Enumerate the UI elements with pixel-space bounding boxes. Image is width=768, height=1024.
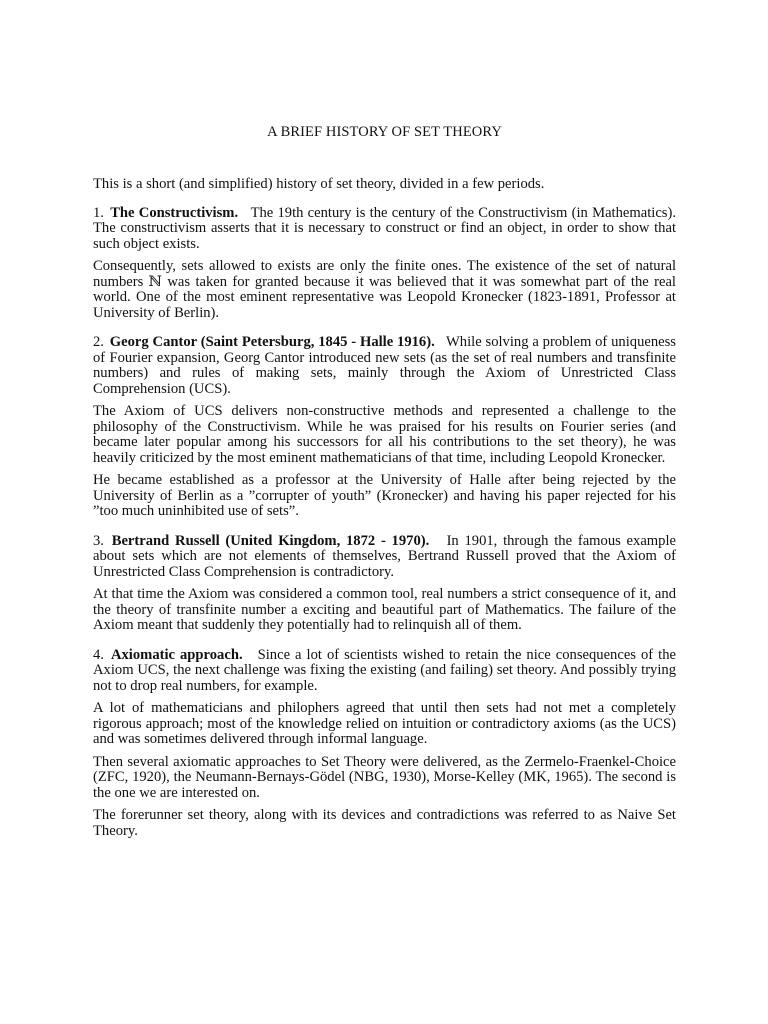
section-paragraph: At that time the Axiom was considered a common tool, real numbers a strict consequence of it, and the theory of transfinite number a exciting and beautiful part of Mathematics. The failure of the Axiom meant that suddenly they potentially had to relinquish all of them. bbox=[93, 586, 676, 633]
section-georg-cantor bbox=[93, 335, 676, 520]
section-paragraph: The forerunner set theory, along with its devices and contradictions was referred to as Naive Set Theory. bbox=[93, 807, 676, 839]
section-heading: Bertrand Russell (United Kingdom, 1872 - 1970). bbox=[111, 532, 430, 549]
section-heading: Axiomatic approach. bbox=[110, 646, 243, 663]
section-paragraph bbox=[93, 534, 676, 581]
section-paragraph: Then several axiomatic approaches to Set Theory were delivered, as the Zermelo-Fraenkel-Choice (ZFC, 1920), the Neumann-Bernays-Gödel (NBG, 1930), Morse-Kelley (MK, 1965). The second is the one we are interested on. bbox=[93, 753, 676, 801]
section-paragraph: Consequently, sets allowed to exists are only the finite ones. The existence of the set of natural numbers ℕ was taken for granted because it was believed that it was somewhat part of the real world. One of the most eminent representative was Leopold Kronecker (1823-1891, Professor at University of Berlin). bbox=[93, 258, 676, 321]
section-text: While solving a problem of uniqueness of Fourier expansion, Georg Cantor introduced new sets (as the set of real numbers and transfinite numbers) and rules of making sets, mainly through the Axiom of Unrestricted Class Comprehension (UCS). bbox=[93, 334, 676, 397]
section-heading: Georg Cantor (Saint Petersburg, 1845 - Halle 1916). bbox=[109, 334, 435, 350]
intro-paragraph: This is a short (and simplified) history of set theory, divided in a few periods. bbox=[93, 176, 545, 192]
section-axiomatic-approach bbox=[93, 648, 676, 840]
section-text: The 19th century is the century of the Constructivism (in Mathematics). The constructivism asserts that it is necessary to construct or find an object, in order to show that such object exists. bbox=[93, 204, 676, 252]
section-number: 4. bbox=[93, 646, 104, 663]
section-bertrand-russell bbox=[93, 534, 676, 634]
section-number: 1. bbox=[93, 204, 104, 221]
section-heading: The Constructivism. bbox=[110, 204, 239, 221]
section-constructivism bbox=[93, 206, 676, 322]
section-text: Since a lot of scientists wished to retain the nice consequences of the Axiom UCS, the next challenge was fixing the existing (and failing) set theory. And possibly trying not to drop real numbers, for example. bbox=[93, 646, 676, 694]
section-paragraph: The Axiom of UCS delivers non-constructive methods and represented a challenge to the philosophy of the Constructivism. While he was praised for his results on Fourier series (and became later popular among his successors for all his contributions to the set theory), he was heavily criticized by the most eminent mathematicians of that time, including Leopold Kronecker. bbox=[93, 403, 676, 466]
page-title: A BRIEF HISTORY OF SET THEORY bbox=[267, 124, 502, 140]
section-number: 2. bbox=[93, 334, 104, 350]
section-text: In 1901, through the famous example about sets which are not elements of themselves, Bertrand Russell proved that the Axiom of Unrestricted Class Comprehension is contradictory. bbox=[93, 532, 676, 580]
section-paragraph: He became established as a professor at the University of Halle after being rejected by the University of Berlin as a ”corrupter of youth” (Kronecker) and having his paper rejected for his ”too much uninhibited use of sets”. bbox=[93, 472, 676, 519]
section-paragraph bbox=[93, 206, 676, 253]
section-paragraph bbox=[93, 335, 676, 397]
section-paragraph bbox=[93, 648, 676, 695]
section-number: 3. bbox=[93, 532, 104, 549]
section-paragraph: A lot of mathematicians and philophers agreed that until then sets had not met a completely rigorous approach; most of the knowledge relied on intuition or contradictory axioms (as the UCS) and was sometimes delivered through informal language. bbox=[93, 700, 676, 747]
